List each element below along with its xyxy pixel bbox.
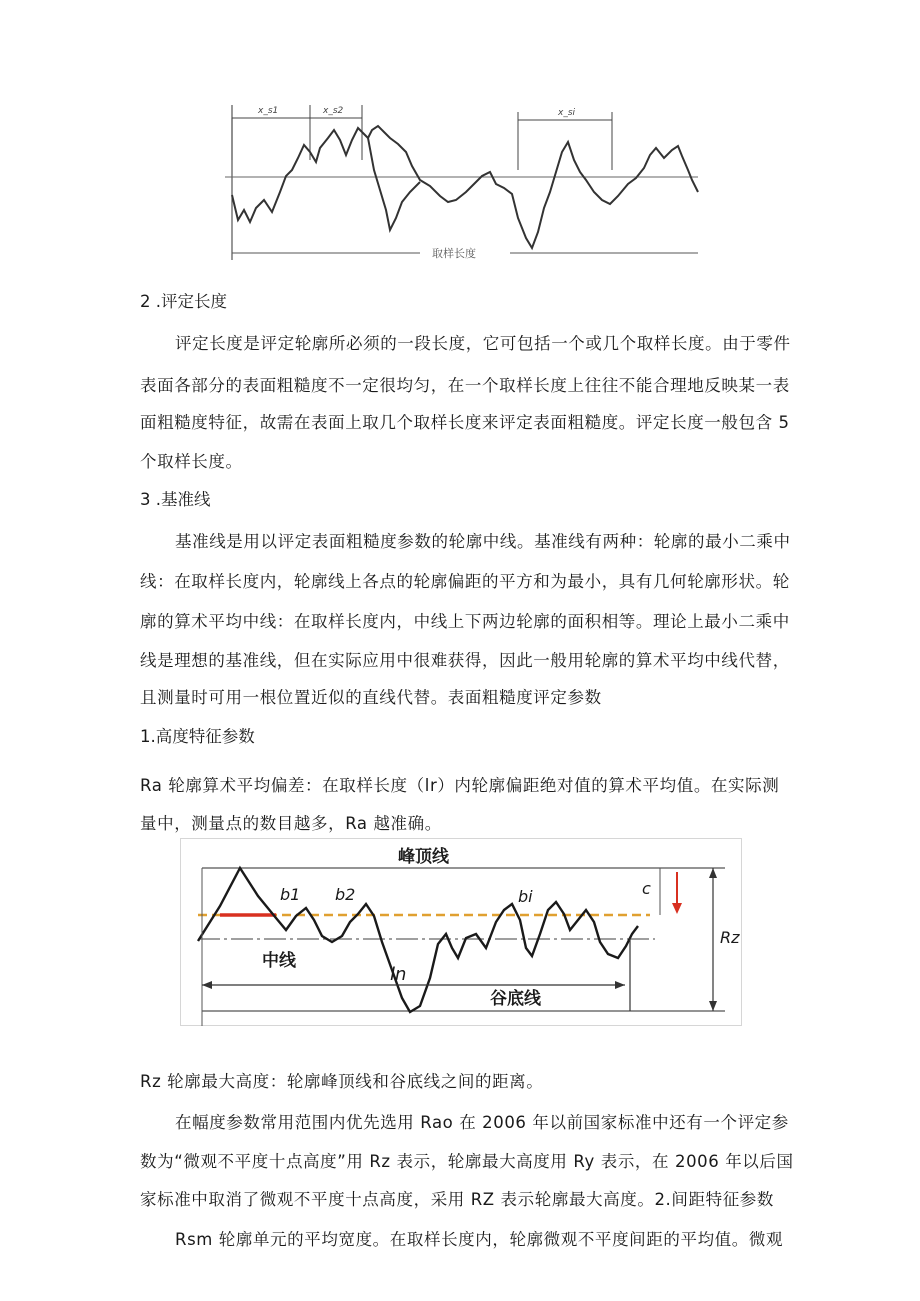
c-label: c [642,879,651,898]
paragraph-line: 基准线是用以评定表面粗糙度参数的轮廓中线。基准线有两种：轮廓的最小二乘中 [175,532,791,551]
paragraph-line: 面粗糙度特征，故需在表面上取几个取样长度来评定表面粗糙度。评定长度一般包含 5 [140,413,790,432]
paragraph-line: Rsm 轮廓单元的平均宽度。在取样长度内，轮廓微观不平度间距的平均值。微观 [175,1230,784,1249]
paragraph-line: 且测量时可用一根位置近似的直线代替。表面粗糙度评定参数 [140,688,602,707]
roughness-profile [232,126,698,248]
segment-label-2: x_s2 [323,106,344,116]
valley-line-label: 谷底线 [490,989,541,1009]
paragraph-line: 线是理想的基准线，但在实际应用中很难获得，因此一般用轮廓的算术平均中线代替， [140,651,790,670]
rz-label: Rz [720,928,740,947]
paragraph-line: 表面各部分的表面粗糙度不一定很均匀，在一个取样长度上往往不能合理地反映某一表 [140,376,790,395]
mid-line-label: 中线 [262,951,296,971]
paragraph-line: 评定长度是评定轮廓所必须的一段长度，它可包括一个或几个取样长度。由于零件 [175,334,791,353]
section-heading-2: 2 .评定长度 [140,292,227,311]
segment-label-1: x_s1 [258,106,279,116]
paragraph-line: 量中，测量点的数目越多，Ra 越准确。 [140,814,442,833]
paragraph-line: 数为“微观不平度十点高度”用 Rz 表示，轮廓最大高度用 Ry 表示，在 2006 年以后国 [140,1152,794,1171]
bi-label: bi [518,887,533,906]
sampling-length-label: 取样长度 [432,247,476,260]
sampling-length-figure [220,100,700,265]
segment-label-i: x_si [558,108,576,118]
paragraph-line: Ra 轮廓算术平均偏差：在取样长度（lr）内轮廓偏距绝对值的算术平均值。在实际测 [140,776,780,795]
section-heading-3: 3 .基准线 [140,490,211,509]
paragraph-line: 在幅度参数常用范围内优先选用 Rao 在 2006 年以前国家标准中还有一个评定参 [175,1113,789,1132]
paragraph-line: Rz 轮廓最大高度：轮廓峰顶线和谷底线之间的距离。 [140,1072,544,1091]
ln-label: ln [390,964,407,985]
b1-label: b1 [280,885,301,904]
rz-profile-figure [180,838,742,1026]
paragraph-line: 廓的算术平均中线：在取样长度内，中线上下两边轮廓的面积相等。理论上最小二乘中 [140,612,790,631]
b2-label: b2 [335,885,356,904]
peak-line-label: 峰顶线 [398,847,449,867]
paragraph-line: 家标准中取消了微观不平度十点高度，采用 RZ 表示轮廓最大高度。2.间距特征参数 [140,1190,775,1209]
paragraph-line: 线：在取样长度内，轮廓线上各点的轮廓偏距的平方和为最小，具有几何轮廓形状。轮 [140,572,790,591]
paragraph-line: 个取样长度。 [140,452,243,471]
section-heading-height: 1.高度特征参数 [140,727,255,746]
